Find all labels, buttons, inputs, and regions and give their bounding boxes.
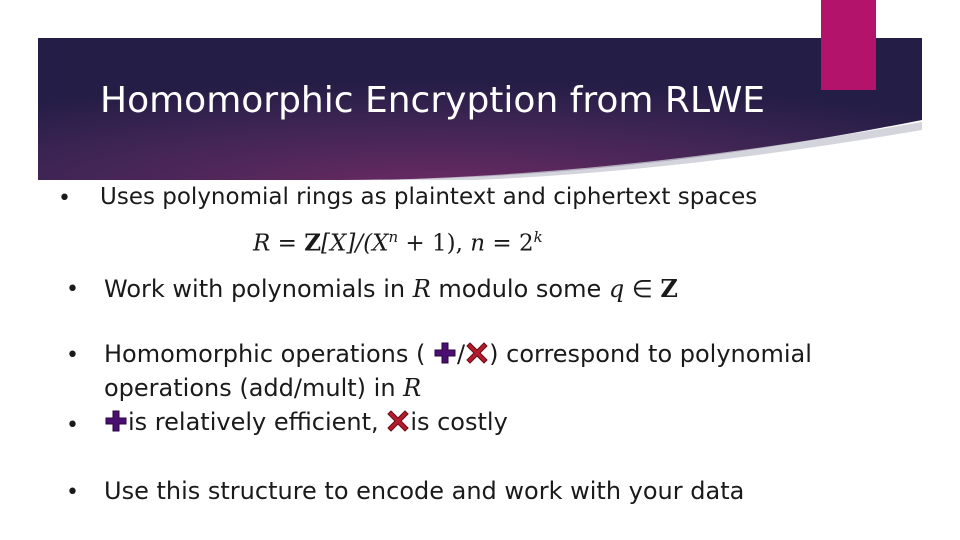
bullet-dot: • bbox=[66, 343, 79, 368]
plus-icon bbox=[433, 341, 457, 365]
slide-title: Homomorphic Encryption from RLWE bbox=[100, 80, 766, 121]
multiply-icon bbox=[386, 409, 410, 433]
bullet-rings: Uses polynomial rings as plaintext and ciphertext spaces bbox=[100, 184, 758, 210]
bullet-dot: • bbox=[66, 480, 79, 505]
bullet-homomorphic-ops: Homomorphic operations ( / ) correspond to polynomial bbox=[104, 340, 812, 368]
ring-formula: $R = Z[X]/(X^n + 1)$, $n = 2^k$ bbox=[253, 228, 543, 257]
bullet-efficiency: is relatively efficient, is costly bbox=[104, 408, 508, 436]
bullet-homomorphic-ops-line2: operations (add/mult) in R bbox=[104, 374, 422, 402]
bullet-polynomials: Work with polynomials in R modulo some q ∈ Z bbox=[104, 274, 678, 303]
bullet-dot: • bbox=[66, 413, 79, 438]
bullet-use-structure: Use this structure to encode and work with your data bbox=[104, 477, 745, 505]
bullet-dot: • bbox=[58, 186, 71, 211]
bullet-dot: • bbox=[66, 277, 79, 302]
plus-icon bbox=[104, 409, 128, 433]
accent-tab bbox=[821, 0, 876, 90]
multiply-icon bbox=[465, 341, 489, 365]
